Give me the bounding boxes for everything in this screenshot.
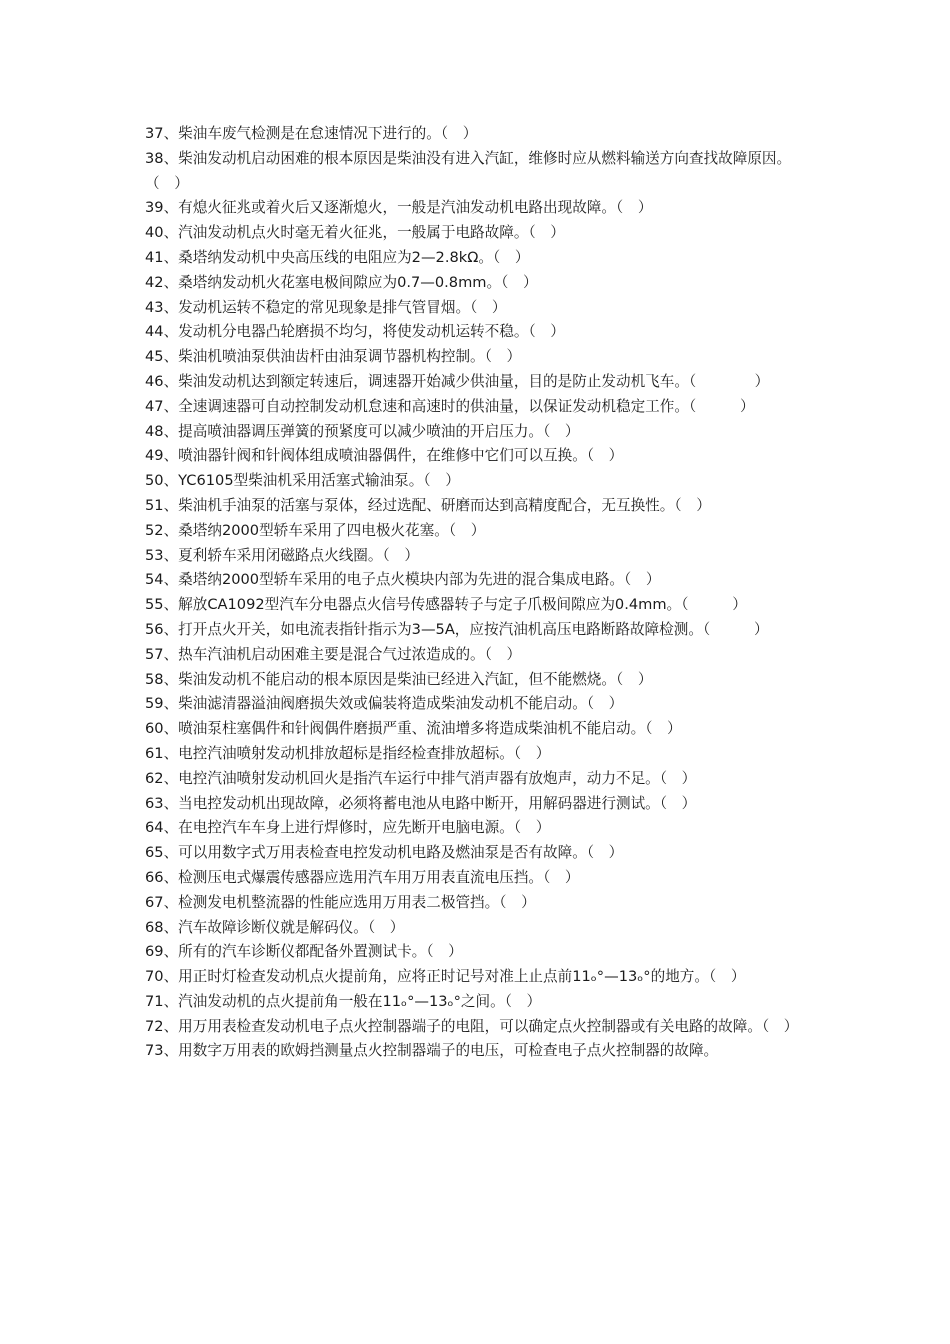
question-55: 55、解放CA1092型汽车分电器点火信号传感器转子与定子爪极间隙应为0.4mm。（ ） [145, 596, 747, 614]
question-71: 71、汽油发动机的点火提前角一般在11ₒ°—13ₒ°之间。（ ） [145, 992, 542, 1010]
question-69: 69、所有的汽车诊断仪都配备外置测试卡。（ ） [145, 943, 463, 961]
question-52: 52、桑塔纳2000型轿车采用了四电极火花塞。（ ） [145, 521, 486, 539]
question-68: 68、汽车故障诊断仪就是解码仪。（ ） [145, 918, 405, 936]
question-41: 41、桑塔纳发动机中央高压线的电阻应为2—2.8kΩ。（ ） [145, 248, 530, 266]
question-59: 59、柴油滤清器溢油阀磨损失效或偏装将造成柴油发动机不能启动。（ ） [145, 695, 624, 713]
question-48: 48、提高喷油器调压弹簧的预紧度可以减少喷油的开启压力。（ ） [145, 422, 580, 440]
question-37: 37、柴油车废气检测是在怠速情况下进行的。（ ） [145, 125, 478, 142]
question-45: 45、柴油机喷油泵供油齿杆由油泵调节器机构控制。（ ） [145, 348, 522, 366]
question-73: 73、用数字万用表的欧姆挡测量点火控制器端子的电压，可检查电子点火控制器的故障。 [145, 1042, 719, 1060]
question-47: 47、全速调速器可自动控制发动机怠速和高速时的供油量，以保证发动机稳定工作。（ ） [145, 397, 755, 415]
question-70: 70、用正时灯检查发动机点火提前角，应将正时记号对准上止点前11ₒ°—13ₒ°的地方。（ ） [145, 968, 746, 986]
question-list [145, 122, 810, 1064]
question-46: 46、柴油发动机达到额定转速后，调速器开始减少供油量，目的是防止发动机飞车。（ ） [145, 372, 770, 390]
question-43: 43、发动机运转不稳定的常见现象是排气管冒烟。（ ） [145, 298, 507, 316]
question-39: 39、有熄火征兆或着火后又逐渐熄火，一般是汽油发动机电路出现故障。（ ） [145, 199, 653, 217]
question-56: 56、打开点火开关，如电流表指针指示为3—5A，应按汽油机高压电路断路故障检测。（ ） [145, 620, 769, 638]
question-54: 54、桑塔纳2000型轿车采用的电子点火模块内部为先进的混合集成电路。（ ） [145, 571, 661, 589]
question-38: 38、柴油发动机启动困难的根本原因是柴油没有进入汽缸，维修时应从燃料输送方向查找故障原因。（ ） [145, 149, 792, 192]
question-65: 65、可以用数字式万用表检查电控发动机电路及燃油泵是否有故障。（ ） [145, 844, 624, 862]
question-72: 72、用万用表检查发动机电子点火控制器端子的电阻，可以确定点火控制器或有关电路的故障。（ ） [145, 1017, 799, 1035]
question-58: 58、柴油发动机不能启动的根本原因是柴油已经进入汽缸，但不能燃烧。（ ） [145, 670, 653, 688]
question-63: 63、当电控发动机出现故障，必须将蓄电池从电路中断开，用解码器进行测试。（ ） [145, 794, 697, 812]
question-40: 40、汽油发动机点火时毫无着火征兆，一般属于电路故障。（ ） [145, 224, 565, 242]
question-44: 44、发动机分电器凸轮磨损不均匀，将使发动机运转不稳。（ ） [145, 323, 565, 341]
question-66: 66、检测压电式爆震传感器应选用汽车用万用表直流电压挡。（ ） [145, 868, 580, 886]
question-53: 53、夏利轿车采用闭磁路点火线圈。（ ） [145, 546, 419, 564]
question-49: 49、喷油器针阀和针阀体组成喷油器偶件，在维修中它们可以互换。（ ） [145, 447, 624, 465]
question-62: 62、电控汽油喷射发动机回火是指汽车运行中排气消声器有放炮声，动力不足。（ ） [145, 769, 697, 787]
question-61: 61、电控汽油喷射发动机排放超标是指经检查排放超标。（ ） [145, 744, 551, 762]
question-64: 64、在电控汽车车身上进行焊修时，应先断开电脑电源。（ ） [145, 819, 551, 837]
question-57: 57、热车汽油机启动困难主要是混合气过浓造成的。（ ） [145, 645, 522, 663]
question-50: 50、YC6105型柴油机采用活塞式输油泵。（ ） [145, 472, 460, 490]
question-60: 60、喷油泵柱塞偶件和针阀偶件磨损严重、流油增多将造成柴油机不能启动。（ ） [145, 720, 682, 738]
question-51: 51、柴油机手油泵的活塞与泵体，经过选配、研磨而达到高精度配合，无互换性。（ ） [145, 496, 711, 514]
question-42: 42、桑塔纳发动机火花塞电极间隙应为0.7—0.8mm。（ ） [145, 273, 538, 291]
question-67: 67、检测发电机整流器的性能应选用万用表二极管挡。（ ） [145, 893, 536, 911]
